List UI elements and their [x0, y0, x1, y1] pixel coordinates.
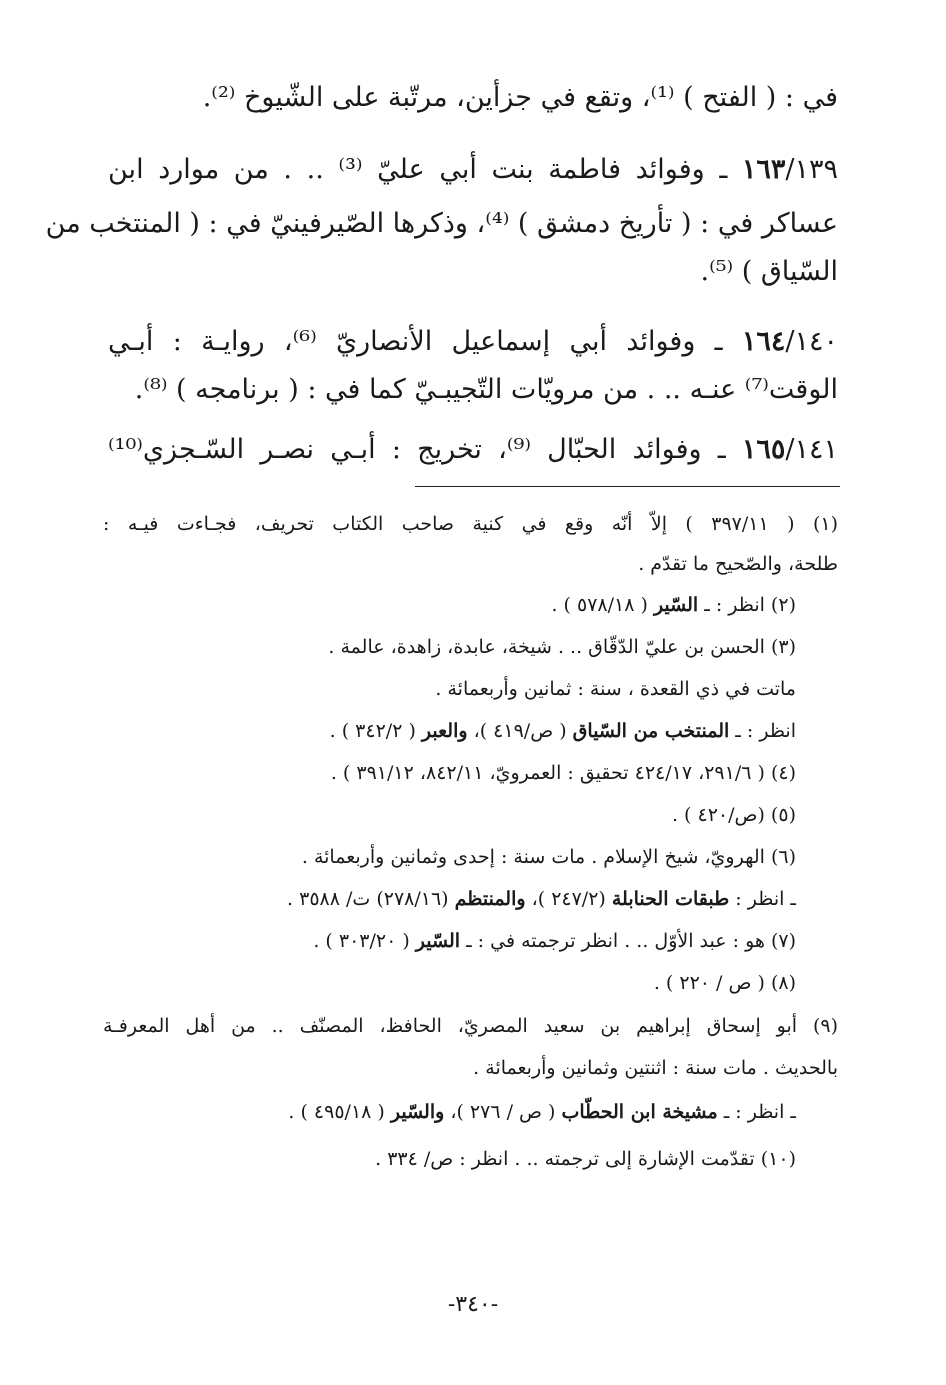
footnote-text: ـ انظر : [729, 888, 796, 910]
footnote-3-continued: ماتت في ذي القعدة ، سنة : ثمانين وأربعمائة . [435, 678, 796, 700]
footnote-3: (٣) الحسن بن عليّ الدّقّاق .. . شيخة، عابدة، زاهدة، عالمة . [328, 636, 796, 658]
footnote-text: (٢) انظر : ـ [698, 594, 796, 616]
footnote-2 [103, 590, 796, 620]
entry-number: ١٦٣ [741, 154, 786, 185]
page-number: -٣٤٠- [447, 1292, 499, 1317]
footnote-8: (٨) ( ص / ٢٢٠ ) . [653, 972, 796, 994]
footnote-1: (١) ( ٣٩٧/١١ ) إلاّ أنّه وقع في كنية صاحب الكتاب تحريف، فجـاءت فيـه : [103, 513, 838, 535]
footnote-text: (٢٤٧/٢ )، [525, 888, 612, 910]
entry-text: /١٤١ ـ وفوائد الحبّال ⁽⁹⁾، تخريج : أبـي نصـر السّـجزي⁽¹⁰⁾ [108, 434, 838, 465]
footnote-6: (٦) الهرويّ، شيخ الإسلام . مات سنة : إحدى وثمانين وأربعمائة . [301, 846, 796, 868]
footnote-text: ( ٥٧٨/١٨ ) . [551, 594, 654, 616]
main-text-line: عساكر في : ( تأريخ دمشق ) ⁽⁴⁾، وذكرها الصّيرفينيّ في : ( المنتخب من [45, 208, 838, 239]
footnote-text: (٧) هو : عبد الأوّل .. . انظر ترجمته في : ـ [460, 930, 796, 952]
book-title: طبقات الحنابلة [611, 888, 730, 910]
main-text-line: السّياق ) ⁽⁵⁾. [700, 256, 838, 287]
footnote-text: ( ٣٠٣/٢٠ ) . [313, 930, 416, 952]
book-title: والمنتظم [454, 888, 526, 910]
footnote-text: انظر : ـ [729, 720, 796, 742]
footnote-3-reference [103, 716, 796, 746]
footnote-text: ( ص/٤١٩ )، [467, 720, 573, 742]
book-title: المنتخب من السّياق [572, 720, 730, 742]
book-title: والعبر [421, 720, 468, 742]
footnote-text: (٢٧٨/١٦) ت/ ٣٥٨٨ . [287, 888, 455, 910]
entry-number: ١٦٤ [741, 326, 786, 357]
footnote-10: (١٠) تقدّمت الإشارة إلى ترجمته .. . انظر : ص/ ٣٣٤ . [375, 1148, 796, 1170]
footnote-1-continued: طلحة، والصّحيح ما تقدّم . [638, 553, 838, 575]
footnote-5: (٥) (ص/٤٢٠ ) . [671, 804, 796, 826]
book-title: السّير [653, 594, 699, 616]
footnote-text: ـ انظر : ـ [717, 1101, 796, 1123]
footnote-9-reference [103, 1097, 796, 1127]
footnote-6-reference [103, 884, 796, 914]
main-text-line: في : ( الفتح ) ⁽¹⁾، وتقع في جزأين، مرتّبة على الشّيوخ ⁽²⁾. [202, 82, 838, 113]
footnote-text: ( ٣٤٢/٢ ) . [329, 720, 422, 742]
entry-165 [108, 430, 838, 470]
book-title: السّير [415, 930, 461, 952]
footnote-4: (٤) ( ٢٩١/٦، ٤٢٤/١٧ تحقيق : العمرويّ، ٨٤٢/١١، ٣٩١/١٢ ) . [330, 762, 796, 784]
footnote-7 [103, 926, 796, 956]
entry-number: ١٦٥ [741, 434, 786, 465]
footnote-text: ( ٤٩٥/١٨ ) . [288, 1101, 391, 1123]
main-text-line: الوقت⁽⁷⁾ عنـه .. . من مرويّات التّجيبـيّ كما في : ( برنامجه ) ⁽⁸⁾. [134, 374, 838, 405]
entry-164 [108, 322, 838, 362]
footnote-9-continued: بالحديث . مات سنة : اثنتين وثمانين وأربعمائة . [473, 1057, 838, 1079]
book-title: مشيخة ابن الحطّاب [561, 1101, 718, 1123]
footnote-9: (٩) أبو إسحاق إبراهيم بن سعيد المصريّ، الحافظ، المصنّف .. من أهل المعرفـة [103, 1015, 838, 1037]
book-title: والسّير [390, 1101, 445, 1123]
footnote-text: ( ص / ٢٧٦ )، [444, 1101, 562, 1123]
footnote-divider [415, 486, 840, 487]
entry-163 [108, 150, 838, 190]
entry-text: /١٣٩ ـ وفوائد فاطمة بنت أبي عليّ ⁽³⁾ .. . من موارد ابن [108, 154, 838, 185]
entry-text: /١٤٠ ـ وفوائد أبي إسماعيل الأنصاريّ ⁽⁶⁾، روايـة : أبـي [108, 326, 838, 357]
